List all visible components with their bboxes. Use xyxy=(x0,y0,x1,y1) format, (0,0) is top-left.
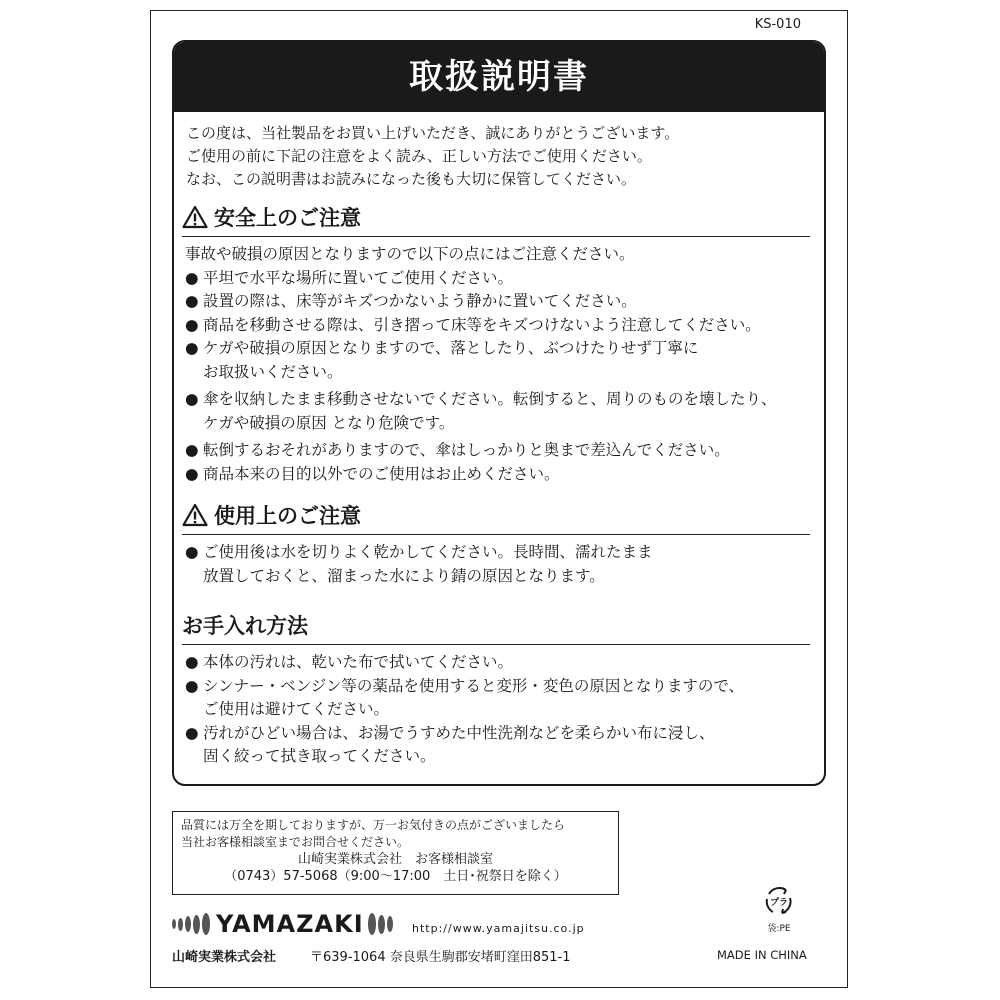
list-item xyxy=(185,675,810,722)
care-list xyxy=(182,651,810,769)
safety-title-text: 安全上のご注意 xyxy=(214,206,361,230)
intro-line: ご使用の前に下記の注意をよく読み、正しい方法でご使用ください。 xyxy=(186,147,652,165)
company-address: 〒639-1064 奈良県生駒郡安堵町窪田851-1 xyxy=(310,950,571,965)
item-text: 商品本来の目的以外でのご使用はお止めください。 xyxy=(203,464,560,483)
bullet: ● xyxy=(185,723,199,742)
bullet: ● xyxy=(185,543,199,561)
recycle-label: 袋:PE xyxy=(767,924,791,934)
brand-name: YAMAZAKI xyxy=(216,910,364,938)
item-text: 固く絞って拭き取ってください。 xyxy=(203,747,436,765)
website-link[interactable]: http://www.yamajitsu.co.jp xyxy=(412,922,585,935)
safety-lead: 事故や破損の原因となりますので以下の点にはご注意ください。 xyxy=(185,245,635,263)
bullet: ● xyxy=(185,339,199,357)
warning-triangle-icon xyxy=(182,205,208,229)
bullet: ● xyxy=(185,464,199,483)
item-text: 放置しておくと、溜まった水により錆の原因となります。 xyxy=(203,566,605,585)
recycle-pura-icon xyxy=(764,886,794,916)
care-title xyxy=(182,610,810,645)
care-title-text: お手入れ方法 xyxy=(182,614,308,638)
item-text: 汚れがひどい場合は、お湯でうすめた中性洗剤などを柔らかい布に浸し、 xyxy=(203,723,715,742)
bullet: ● xyxy=(185,268,199,287)
document-code: KS-010 xyxy=(754,17,801,32)
usage-list xyxy=(182,541,810,588)
item-text: ケガや破損の原因となりますので、落としたり、ぶつけたりせず丁寧に xyxy=(203,339,699,357)
bullet: ● xyxy=(185,390,199,408)
recycle-mark-text: プラ xyxy=(769,898,789,908)
item-text: 傘を収納したまま移動させないでください。転倒すると、周りのものを壊したり、 xyxy=(203,390,777,408)
list-item xyxy=(185,267,810,291)
item-text: お取扱いください。 xyxy=(203,362,343,381)
contact-line: 品質には万全を期しておりますが、万一お気付きの点がございましたら xyxy=(181,818,566,832)
list-item xyxy=(185,722,810,769)
contact-department: 山崎実業株式会社 お客様相談室 xyxy=(297,852,493,867)
list-item xyxy=(185,651,810,675)
list-item xyxy=(185,337,810,384)
intro-line: この度は、当社製品をお買い上げいただき、誠にありがとうございます。 xyxy=(186,124,680,142)
item-text: ケガや破損の原因 となり危険です。 xyxy=(203,413,455,432)
safety-list xyxy=(182,243,810,486)
recycle-mark xyxy=(762,886,796,934)
list-item xyxy=(185,314,810,338)
care-section xyxy=(182,610,810,769)
usage-title xyxy=(182,500,810,535)
item-text: 転倒するおそれがありますので、傘はしっかりと奥まで差込んでください。 xyxy=(203,441,730,459)
bullet: ● xyxy=(185,676,199,695)
usage-title-text: 使用上のご注意 xyxy=(214,504,361,528)
usage-section xyxy=(182,500,810,588)
item-text: 本体の汚れは、乾いた布で拭いてください。 xyxy=(203,653,514,671)
list-item xyxy=(185,439,810,463)
instructions-box xyxy=(172,40,826,786)
list-item xyxy=(185,290,810,314)
bullet: ● xyxy=(185,315,199,334)
list-item xyxy=(185,541,810,588)
item-text: 平坦で水平な場所に置いてご使用ください。 xyxy=(203,268,514,287)
company-name: 山崎実業株式会社 xyxy=(172,950,277,965)
item-text: ご使用後は水を切りよく乾かしてください。長時間、濡れたまま xyxy=(203,543,653,561)
bullet: ● xyxy=(185,292,199,310)
logo-ovals-right-icon xyxy=(368,913,395,935)
page-title: 取扱説明書 xyxy=(174,42,824,112)
logo-ovals-left-icon xyxy=(172,913,212,935)
item-text: シンナー・ベンジン等の薬品を使用すると変形・変色の原因となりますので、 xyxy=(203,676,745,695)
contact-phone: （0743）57-5068（9:00〜17:00 土日･祝祭日を除く） xyxy=(224,869,567,884)
safety-section xyxy=(182,202,810,486)
brand-logo xyxy=(172,910,395,938)
contact-line: 当社お客様相談室までお問合せください。 xyxy=(181,835,410,849)
bullet: ● xyxy=(185,653,199,671)
item-text: 商品を移動させる際は、引き摺って床等をキズつけないよう注意してください。 xyxy=(203,315,761,334)
safety-title xyxy=(182,202,810,237)
made-in-label: MADE IN CHINA xyxy=(717,948,807,962)
list-item xyxy=(185,388,810,435)
list-item xyxy=(185,463,810,487)
intro-text xyxy=(186,122,679,191)
customer-contact-box xyxy=(172,811,619,895)
bullet: ● xyxy=(185,441,199,459)
item-text: ご使用は避けてください。 xyxy=(203,700,390,718)
intro-line: なお、この説明書はお読みになった後も大切に保管してください。 xyxy=(186,170,637,188)
item-text: 設置の際は、床等がキズつかないよう静かに置いてください。 xyxy=(203,292,637,310)
warning-triangle-icon xyxy=(182,503,208,527)
